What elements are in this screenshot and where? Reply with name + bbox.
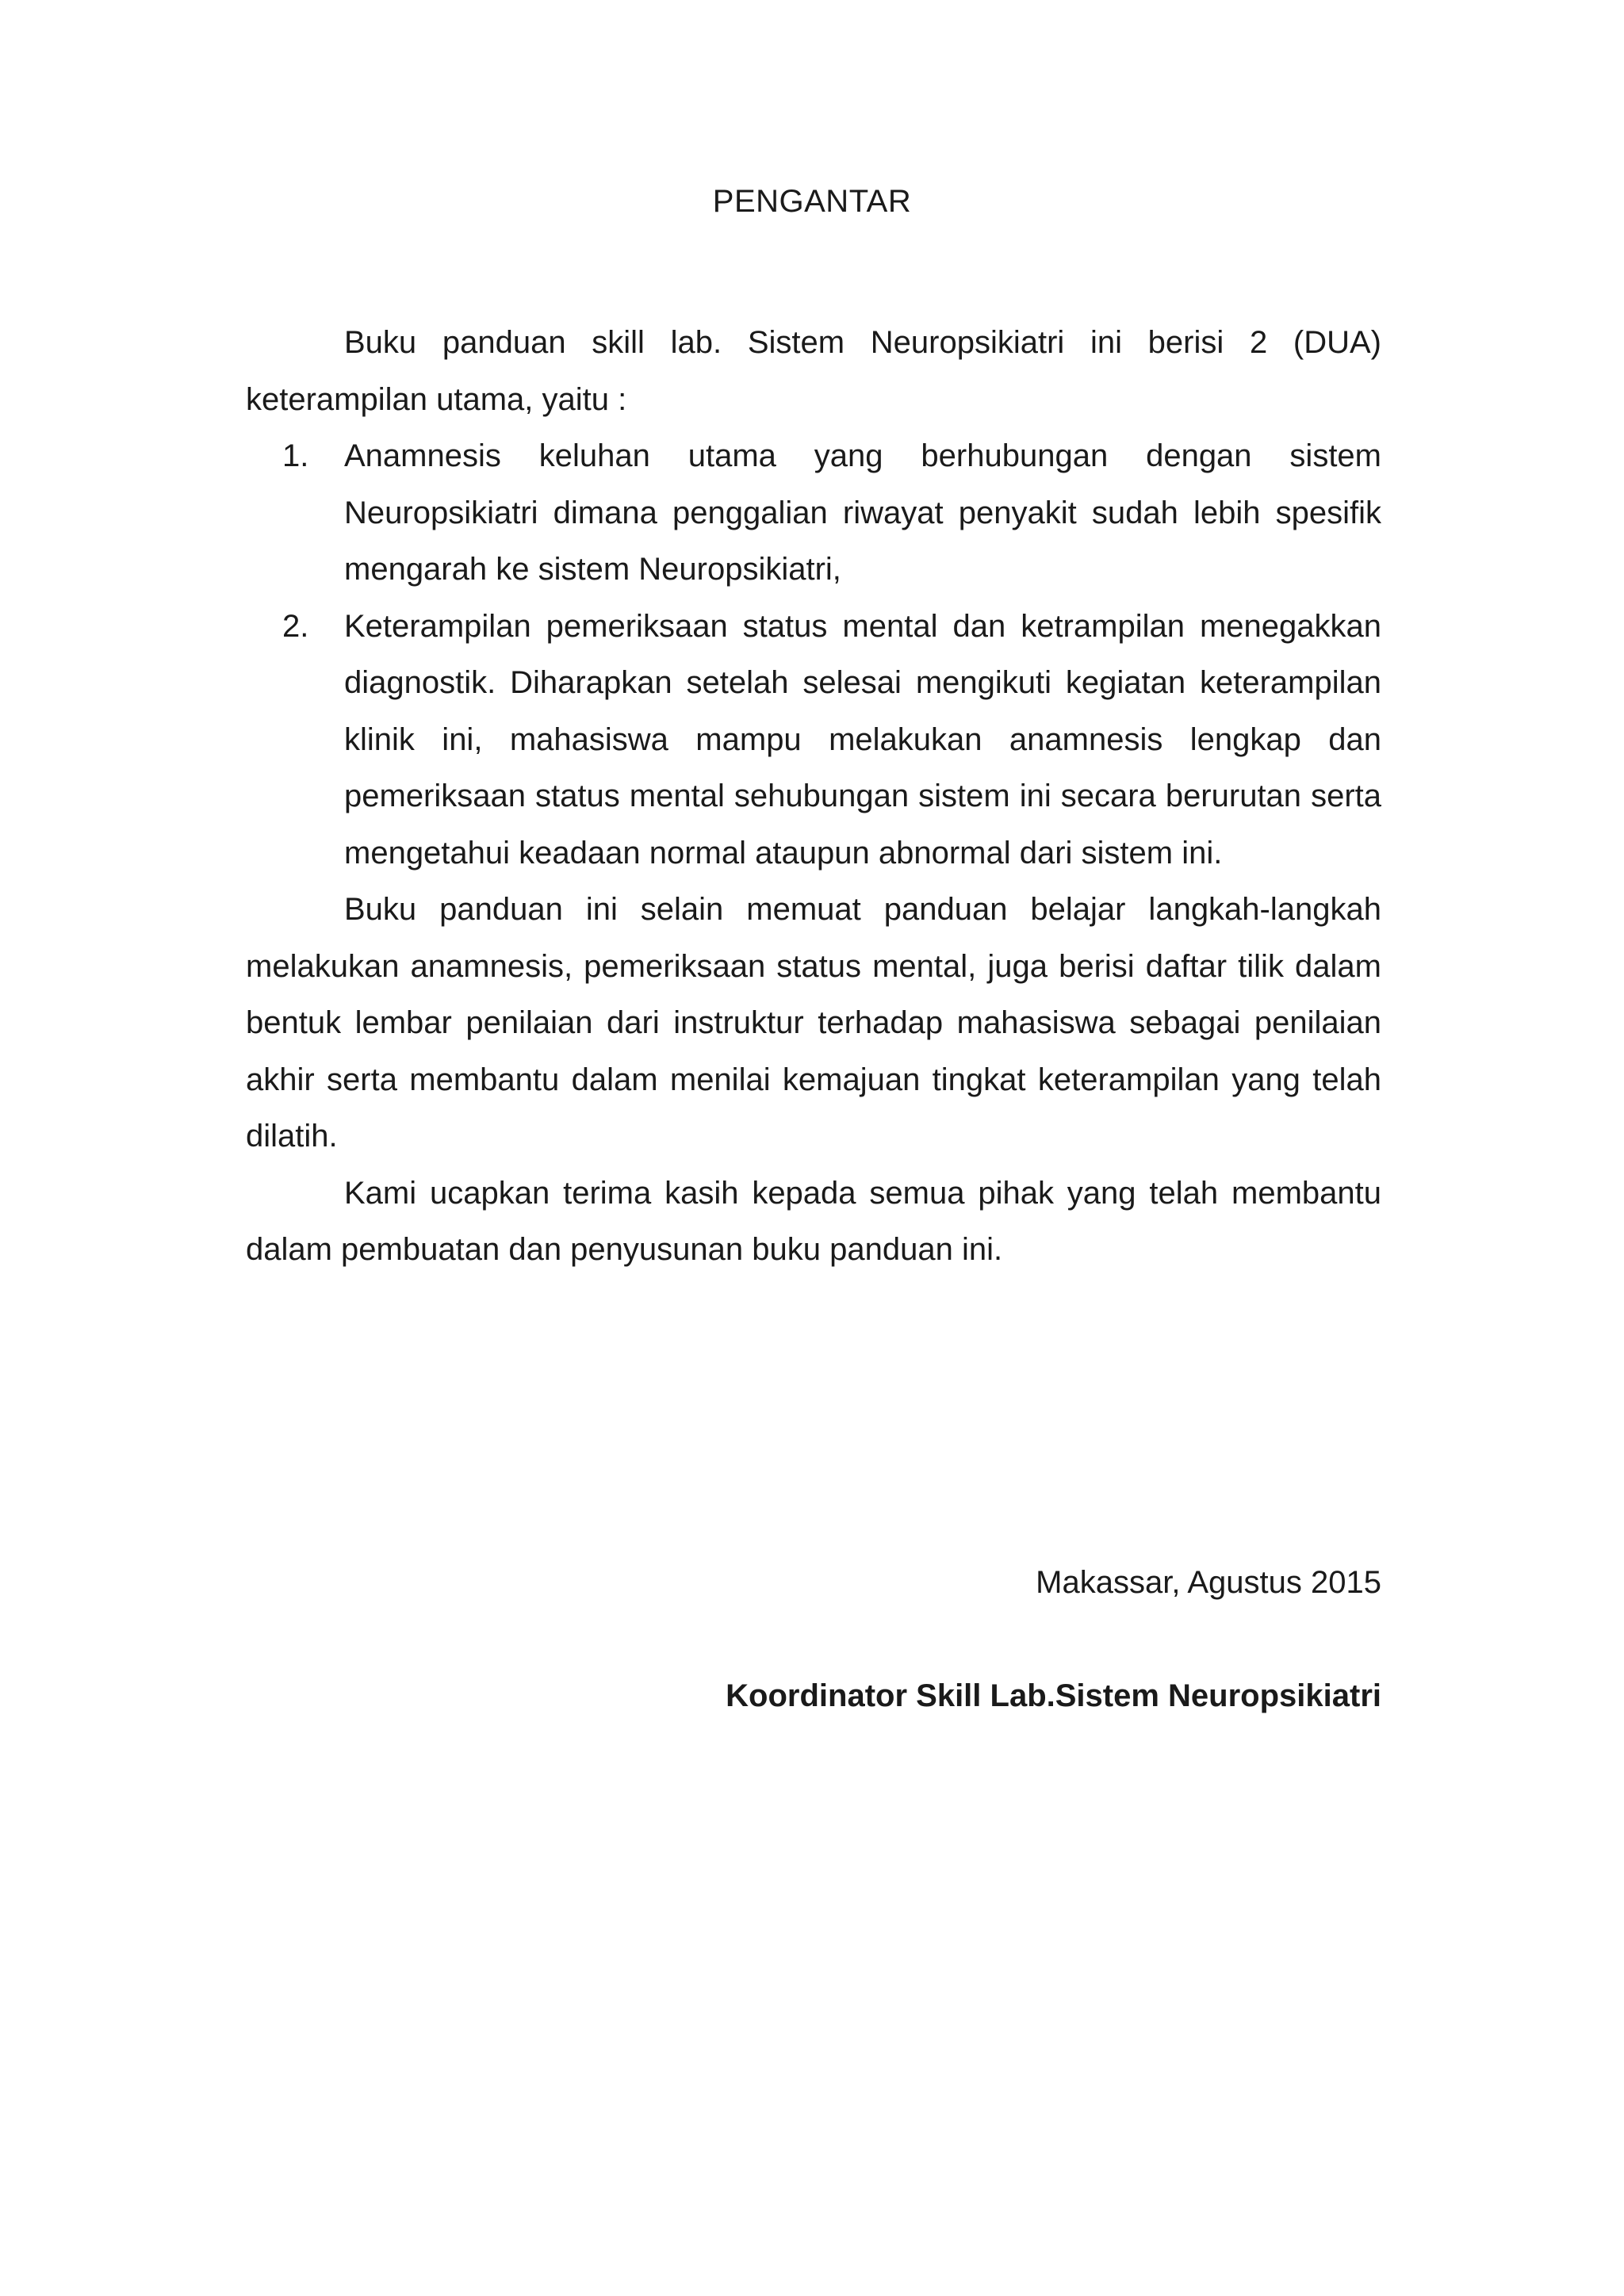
list-item-number: 2. [282, 608, 309, 644]
page-title: PENGANTAR [712, 184, 912, 219]
list-item [282, 599, 1381, 882]
intro-paragraph: Buku panduan skill lab. Sistem Neuropsikiatri ini berisi 2 (DUA) keterampilan utama, yaitu : [246, 325, 1381, 417]
list-item-text: Anamnesis keluhan utama yang berhubungan dengan sistem Neuropsikiatri dimana penggalian riwayat penyakit sudah lebih spesifik mengarah ke sistem Neuropsikiatri, [344, 438, 1381, 587]
signature-place-date: Makassar, Agustus 2015 [1036, 1565, 1381, 1600]
skills-list [246, 428, 1381, 882]
list-item [282, 428, 1381, 599]
document-body [246, 315, 1381, 1279]
list-item-text: Keterampilan pemeriksaan status mental dan ketrampilan menegakkan diagnostik. Diharapkan setelah selesai mengikuti kegiatan keterampilan klinik ini, mahasiswa mampu melakukan anamnesis lengkap dan pemeriksaan status mental sehubungan sistem ini secara berurutan serta mengetahui keadaan normal ataupun abnormal dari sistem ini. [344, 608, 1381, 871]
signature-role: Koordinator Skill Lab.Sistem Neuropsikiatri [726, 1678, 1381, 1713]
thanks-paragraph: Kami ucapkan terima kasih kepada semua pihak yang telah membantu dalam pembuatan dan penyusunan buku panduan ini. [246, 1175, 1381, 1267]
list-item-number: 1. [282, 438, 309, 473]
body-paragraph: Buku panduan ini selain memuat panduan belajar langkah-langkah melakukan anamnesis, pemeriksaan status mental, juga berisi daftar tilik dalam bentuk lembar penilaian dari instruktur terhadap mahasiswa sebagai penilaian akhir serta membantu dalam menilai kemajuan tingkat keterampilan yang telah dilatih. [246, 892, 1381, 1154]
